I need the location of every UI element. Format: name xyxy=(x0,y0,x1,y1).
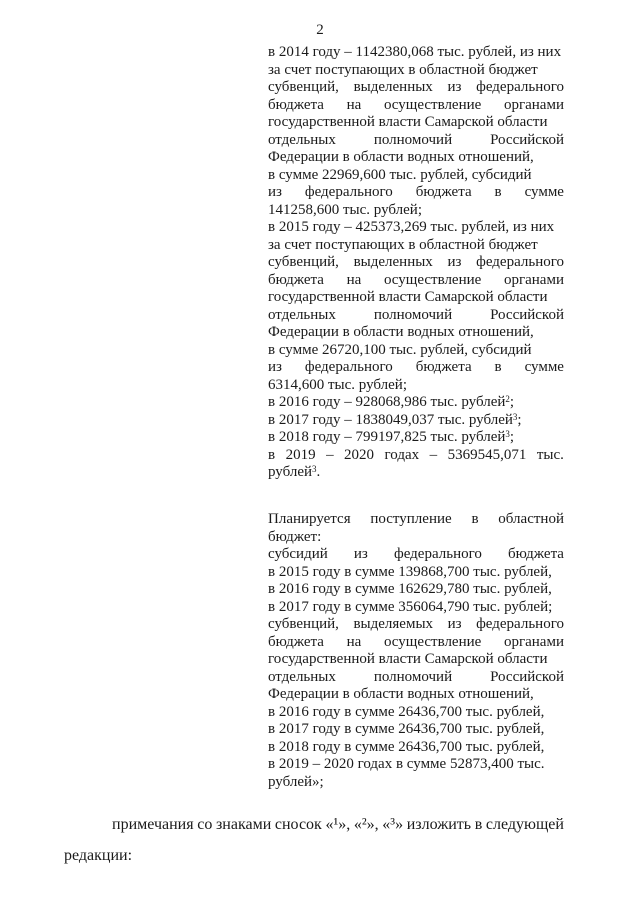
text-word: 6314,600 тыс. рублей; xyxy=(268,376,407,393)
text-word: органами xyxy=(503,96,564,113)
text-word: в xyxy=(268,446,276,463)
text-word: 2019 xyxy=(285,446,316,463)
text-word: – xyxy=(429,446,438,463)
text-word: в 2014 году – 1142380,068 тыс. рублей, из них xyxy=(268,44,562,60)
text-line xyxy=(268,202,564,220)
text-word: полномочий xyxy=(373,668,453,685)
text-word: в 2017 году в сумме 356064,790 тыс. рублей; xyxy=(268,598,553,615)
text-line xyxy=(268,616,564,634)
year-2019-tail: рублей$^3$. xyxy=(268,464,321,480)
text-word: выделенных xyxy=(353,79,433,95)
text-word: в сумме 26720,100 тыс. рублей, субсидий xyxy=(268,341,532,358)
text-word: в 2015 году в сумме 139868,700 тыс. рублей, xyxy=(268,563,552,580)
funding-years-block xyxy=(268,394,564,482)
text-line xyxy=(268,254,564,272)
text-line xyxy=(268,289,564,307)
text-word: бюджета xyxy=(415,184,472,200)
text-line xyxy=(268,739,564,757)
text-word: сумме xyxy=(524,359,564,375)
text-line xyxy=(268,272,564,290)
text-line xyxy=(268,634,564,652)
text-line xyxy=(268,342,564,360)
text-word: отдельных xyxy=(268,131,336,148)
text-word: субвенций, xyxy=(268,254,339,270)
text-word: Российской xyxy=(490,306,564,323)
text-word: за счет поступающих в областной бюджет xyxy=(268,61,538,78)
text-word: изложить xyxy=(406,816,472,833)
text-word: областной xyxy=(498,511,564,527)
text-word: из xyxy=(447,79,462,95)
text-line xyxy=(268,686,564,704)
text-word: в 2019 – 2020 годах в сумме 52873,400 тыс. xyxy=(268,756,545,772)
text-word: осуществление xyxy=(383,96,482,113)
text-word: знаками xyxy=(215,816,272,833)
text-word: на xyxy=(346,96,362,113)
text-word: федерального xyxy=(394,546,482,562)
text-word: в xyxy=(471,511,479,527)
text-word: сносок xyxy=(274,816,322,833)
text-word: рублей»; xyxy=(268,773,324,790)
text-line xyxy=(268,219,564,237)
text-word: бюджета xyxy=(268,96,324,113)
text-word: Федерации в области водных отношений, xyxy=(268,324,534,340)
text-word: органами xyxy=(503,633,564,650)
text-line xyxy=(268,774,564,792)
text-line xyxy=(268,62,564,80)
text-line xyxy=(268,669,564,687)
funding-block xyxy=(268,44,564,394)
planned-receipts-block xyxy=(268,511,564,791)
text-word: федерального xyxy=(304,184,393,200)
text-word: выделенных xyxy=(353,254,433,270)
text-word: «¹», xyxy=(325,816,351,833)
footnote-instruction-tail: редакции: xyxy=(64,847,133,864)
text-word: в 2016 году в сумме 26436,700 тыс. рублей, xyxy=(268,703,545,720)
text-word: из xyxy=(353,546,368,562)
text-word: субсидий xyxy=(268,546,328,562)
text-word: «³» xyxy=(382,816,404,833)
year-2019-line xyxy=(268,447,564,465)
text-line xyxy=(268,359,564,377)
text-line xyxy=(268,704,564,722)
text-word: Российской xyxy=(490,668,564,685)
text-word: Планируется xyxy=(268,511,351,527)
text-line xyxy=(268,599,564,617)
text-word: из xyxy=(268,359,282,375)
text-line xyxy=(268,756,564,774)
text-word: осуществление xyxy=(383,633,482,650)
text-word: из xyxy=(447,254,462,270)
text-word: следующей xyxy=(485,816,564,833)
text-word: Российской xyxy=(490,131,564,148)
text-line xyxy=(268,651,564,669)
text-word: в 2016 году в сумме 162629,780 тыс. рублей, xyxy=(268,581,552,597)
text-word: в 2018 году в сумме 26436,700 тыс. рублей, xyxy=(268,738,545,755)
text-word: 5369545,071 xyxy=(447,446,527,463)
text-word: федерального xyxy=(476,254,564,270)
text-word: полномочий xyxy=(373,131,453,148)
text-word: полномочий xyxy=(373,306,453,323)
text-word: 141258,600 тыс. рублей; xyxy=(268,201,422,218)
text-word: выделяемых xyxy=(353,616,434,632)
text-word: в сумме 22969,600 тыс. рублей, субсидий xyxy=(268,166,532,183)
text-word: бюджета xyxy=(508,546,564,562)
text-word: Федерации в области водных отношений, xyxy=(268,149,534,165)
text-word: федерального xyxy=(476,616,564,632)
text-word: на xyxy=(346,271,362,288)
text-word: субвенций, xyxy=(268,79,339,95)
text-word: тыс. xyxy=(536,446,564,463)
text-line xyxy=(268,44,564,62)
text-word: со xyxy=(197,816,213,833)
text-word: государственной власти Самарской области xyxy=(268,651,548,667)
text-word: бюджета xyxy=(268,633,324,650)
text-word: субвенций, xyxy=(268,616,339,632)
text-word: бюджет: xyxy=(268,528,322,545)
text-word: за счет поступающих в областной бюджет xyxy=(268,236,538,253)
year-2018-line: в 2018 году – 799197,825 тыс. рублей$^3$; xyxy=(268,429,515,445)
text-line xyxy=(268,184,564,202)
text-word: на xyxy=(346,633,362,650)
page-number: 2 xyxy=(316,22,324,38)
text-word: 2020 xyxy=(344,446,375,463)
text-line xyxy=(268,237,564,255)
text-word: отдельных xyxy=(268,668,336,685)
text-line xyxy=(268,149,564,167)
year-2016-line: в 2016 году – 928068,986 тыс. рублей$^2$; xyxy=(268,394,515,410)
text-line xyxy=(268,581,564,599)
text-word: в xyxy=(474,816,483,833)
text-word: осуществление xyxy=(383,271,482,288)
text-word: государственной власти Самарской области xyxy=(268,114,548,130)
text-word: отдельных xyxy=(268,306,336,323)
text-word: федерального xyxy=(304,359,393,375)
text-word: сумме xyxy=(524,184,564,200)
text-line xyxy=(268,324,564,342)
text-word: бюджета xyxy=(268,271,324,288)
text-word: – xyxy=(326,446,334,463)
text-word: «²», xyxy=(353,816,379,833)
text-line xyxy=(268,114,564,132)
text-word: из xyxy=(447,616,462,632)
text-word: Федерации в области водных отношений, xyxy=(268,686,534,702)
year-2017-line: в 2017 году – 1838049,037 тыс. рублей$^3$; xyxy=(268,411,522,428)
text-word: в 2017 году в сумме 26436,700 тыс. рублей, xyxy=(268,721,545,737)
text-word: федерального xyxy=(476,79,564,95)
text-line xyxy=(268,307,564,325)
text-line xyxy=(268,564,564,582)
text-word: в xyxy=(494,359,502,375)
text-word: примечания xyxy=(112,816,194,833)
text-line xyxy=(268,511,564,529)
text-line xyxy=(268,79,564,97)
text-word: государственной власти Самарской области xyxy=(268,289,548,305)
text-word: поступление xyxy=(370,511,452,527)
text-line xyxy=(268,377,564,395)
text-line xyxy=(268,546,564,564)
text-line xyxy=(268,529,564,547)
text-line xyxy=(268,132,564,150)
text-word: в 2015 году – 425373,269 тыс. рублей, из них xyxy=(268,219,555,235)
text-line xyxy=(268,97,564,115)
text-word: годах xyxy=(384,446,420,463)
text-word: из xyxy=(268,184,282,200)
text-line xyxy=(268,167,564,185)
text-word: бюджета xyxy=(415,359,472,375)
text-word: в xyxy=(494,184,502,200)
footnote-instruction xyxy=(112,816,564,834)
text-line xyxy=(268,721,564,739)
text-word: органами xyxy=(503,271,564,288)
